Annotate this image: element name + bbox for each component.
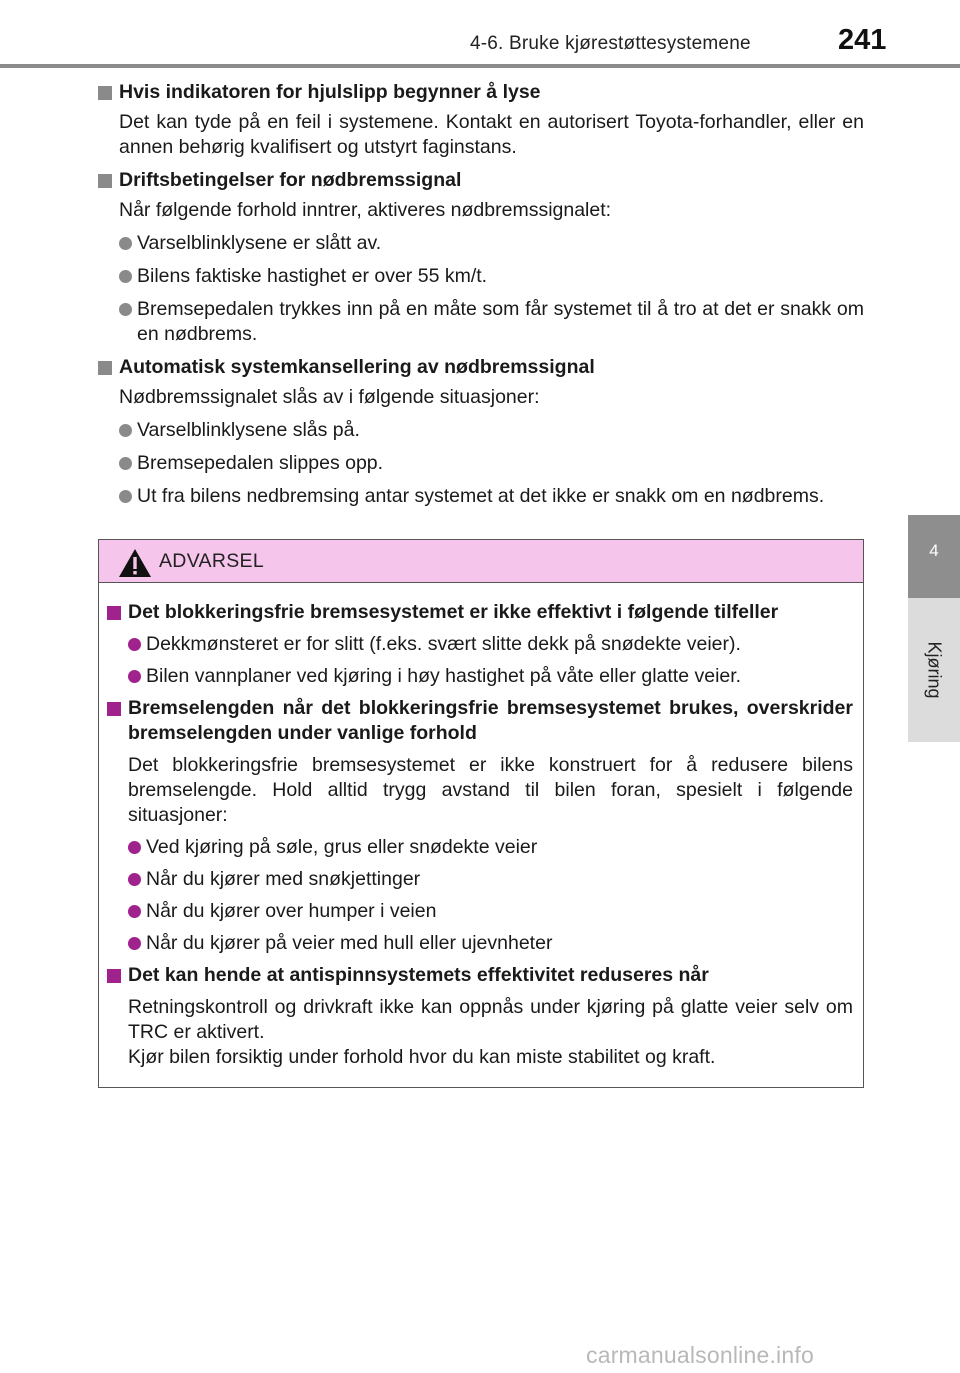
list-item: Når du kjører på veier med hull eller ujevnheter — [107, 931, 853, 956]
watermark: carmanualsonline.info — [586, 1342, 814, 1368]
square-bullet-icon — [98, 361, 112, 375]
chapter-label-tab — [908, 598, 960, 742]
list-item: Bremsepedalen trykkes inn på en måte som får systemet til å tro at det er snakk om en nødbrems. — [98, 297, 864, 347]
round-bullet-icon — [119, 490, 132, 503]
round-bullet-icon — [128, 937, 141, 950]
warning-heading: Det blokkeringsfrie bremsesystemet er ikke effektivt i følgende tilfeller — [107, 600, 853, 625]
round-bullet-icon — [128, 638, 141, 651]
chapter-tab — [908, 515, 960, 598]
list-item: Varselblinklysene slås på. — [98, 418, 864, 443]
list-item: Bilen vannplaner ved kjøring i høy hastighet på våte eller glatte veier. — [107, 664, 853, 689]
warning-heading: Det kan hende at antispinnsystemets effektivitet reduseres når — [107, 963, 853, 988]
square-bullet-icon — [107, 969, 121, 983]
warning-triangle-icon — [118, 548, 152, 578]
chapter-label: Kjøring — [924, 641, 945, 699]
round-bullet-icon — [128, 670, 141, 683]
round-bullet-icon — [128, 841, 141, 854]
warning-paragraph: Kjør bilen forsiktig under forhold hvor du kan miste stabilitet og kraft. — [128, 1046, 716, 1068]
section-paragraph: Det kan tyde på en feil i systemene. Kontakt en autorisert Toyota-forhandler, eller en annen behørig kvalifisert og utstyrt faginstans. — [119, 111, 864, 158]
round-bullet-icon — [128, 905, 141, 918]
warning-header — [99, 540, 863, 583]
warning-box — [98, 539, 864, 1088]
list-item: Ut fra bilens nedbremsing antar systemet at det ikke er snakk om en nødbrems. — [98, 484, 864, 509]
warning-title: ADVARSEL — [159, 550, 264, 572]
square-bullet-icon — [107, 702, 121, 716]
section-heading: Hvis indikatoren for hjulslipp begynner å lyse — [98, 80, 864, 105]
warning-paragraph: Det blokkeringsfrie bremsesystemet er ikke konstruert for å redusere bilens bremselengde. Hold alltid trygg avstand til bilen foran, spesielt i følgende situasjoner: — [128, 754, 853, 826]
section-heading: Automatisk systemkansellering av nødbremssignal — [98, 355, 864, 380]
warning-heading: Bremselengden når det blokkeringsfrie bremsesystemet brukes, overskrider bremselengden under vanlige forhold — [107, 696, 853, 746]
round-bullet-icon — [119, 457, 132, 470]
section-paragraph: Når følgende forhold inntrer, aktiveres nødbremssignalet: — [119, 199, 612, 221]
list-item: Dekkmønsteret er for slitt (f.eks. svært slitte dekk på snødekte veier). — [107, 632, 853, 657]
section-heading: Driftsbetingelser for nødbremssignal — [98, 168, 864, 193]
section-title: 4-6. Bruke kjørestøttesystemene — [470, 33, 751, 54]
chapter-number: 4 — [929, 541, 939, 560]
page-header — [0, 0, 960, 64]
list-item: Bilens faktiske hastighet er over 55 km/t. — [98, 264, 864, 289]
page-number: 241 — [838, 24, 887, 56]
round-bullet-icon — [128, 873, 141, 886]
warning-body — [99, 583, 863, 1070]
square-bullet-icon — [98, 86, 112, 100]
list-item: Bremsepedalen slippes opp. — [98, 451, 864, 476]
round-bullet-icon — [119, 303, 132, 316]
header-divider — [0, 64, 960, 68]
round-bullet-icon — [119, 270, 132, 283]
list-item: Når du kjører med snøkjettinger — [107, 867, 853, 892]
round-bullet-icon — [119, 237, 132, 250]
section-paragraph: Nødbremssignalet slås av i følgende situasjoner: — [119, 386, 540, 408]
list-item: Ved kjøring på søle, grus eller snødekte veier — [107, 835, 853, 860]
list-item: Når du kjører over humper i veien — [107, 899, 853, 924]
square-bullet-icon — [98, 174, 112, 188]
round-bullet-icon — [119, 424, 132, 437]
main-content — [98, 80, 864, 517]
square-bullet-icon — [107, 606, 121, 620]
list-item: Varselblinklysene er slått av. — [98, 231, 864, 256]
warning-paragraph: Retningskontroll og drivkraft ikke kan oppnås under kjøring på glatte veier selv om TRC er aktivert. — [128, 996, 853, 1043]
